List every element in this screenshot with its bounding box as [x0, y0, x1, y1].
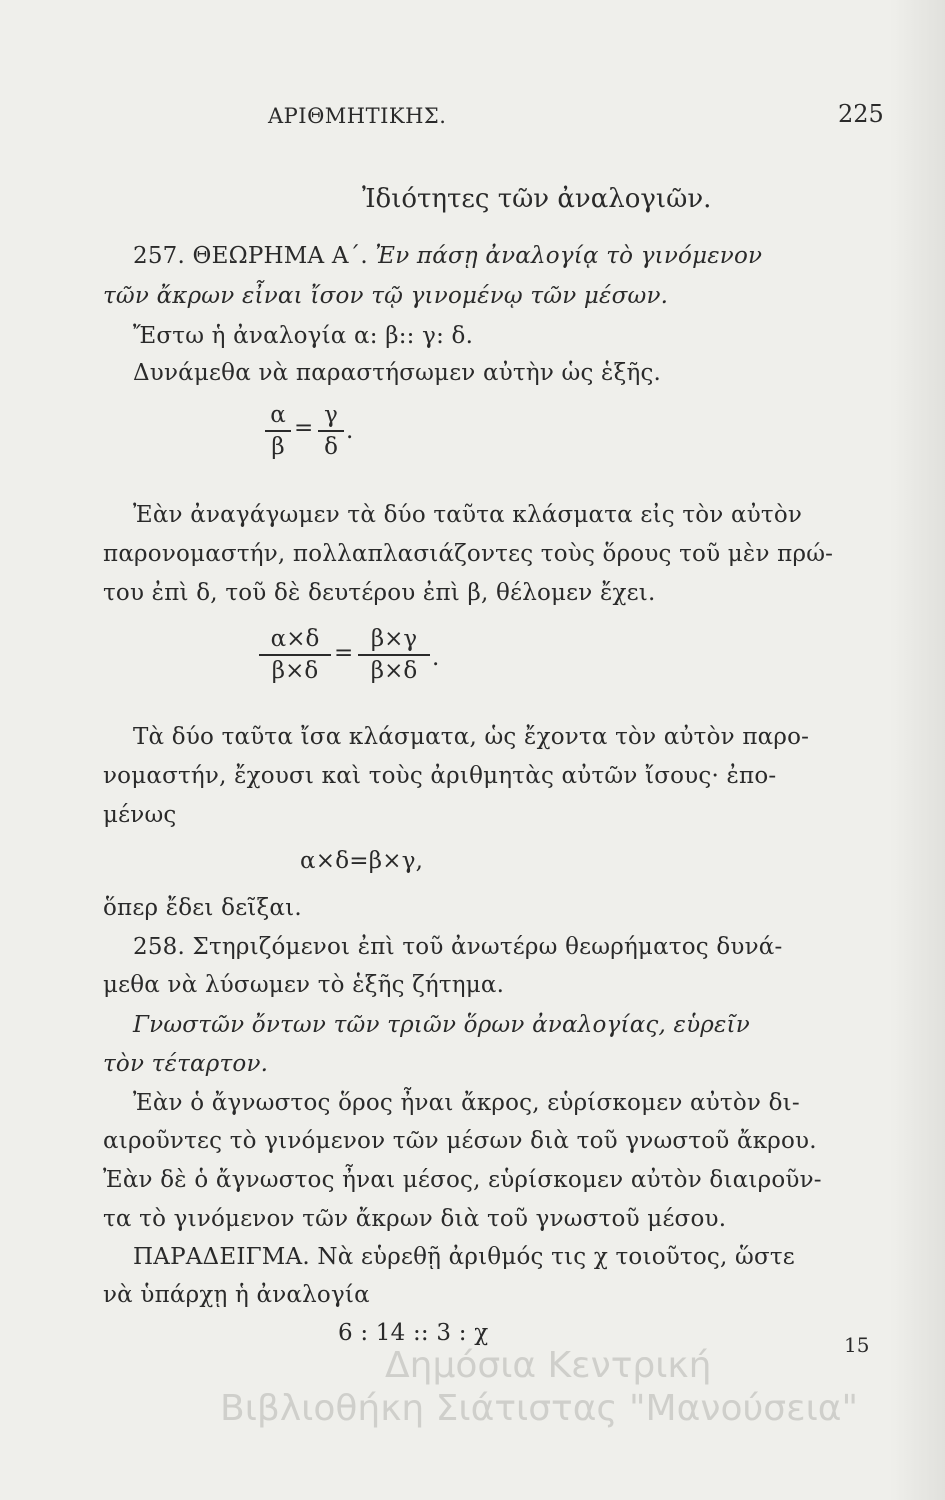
formula-end: . [346, 418, 354, 444]
fraction-right [358, 626, 430, 684]
fraction-bar [265, 430, 291, 432]
theorem-number: 257. ΘΕΩΡΗΜΑ Α΄. [133, 243, 368, 269]
text-line: Ἔστω ἡ ἀναλογία α: β:: γ: δ. [133, 323, 474, 349]
section-title: Ἰδιότητες τῶν ἀναλογιῶν. [362, 184, 712, 214]
example-heading: ΠΑΡΑΔΕΙΓΜΑ. Νὰ εὑρεθῇ ἀριθμός τις χ τοιοῦτος, ὥστε [133, 1244, 795, 1270]
problem-statement: Γνωστῶν ὄντων τῶν τριῶν ὅρων ἀναλογίας, εὑρεῖν [133, 1012, 750, 1038]
library-watermark-line-1: Δημόσια Κεντρική [385, 1345, 712, 1386]
text-line: του ἐπὶ δ, τοῦ δὲ δευτέρου ἐπὶ β, θέλομεν ἔχει. [103, 580, 656, 606]
numerator: γ [324, 402, 338, 428]
fraction-left [265, 402, 291, 460]
fraction-right [318, 402, 344, 460]
running-header: ΑΡΙΘΜΗΤΙΚΗΣ. [268, 104, 447, 128]
text-line: μένως [103, 802, 177, 828]
formula-product: α×δ=β×γ, [300, 848, 424, 874]
denominator: δ [324, 434, 338, 460]
theorem-line-1 [133, 243, 762, 269]
equals-sign: = [334, 640, 354, 666]
signature-mark: 15 [844, 1333, 870, 1357]
fraction-bar [358, 654, 430, 656]
library-watermark-line-2: Βιβλιοθήκη Σιάτιστας "Μανούσεια" [220, 1388, 859, 1429]
denominator: β×δ [370, 658, 418, 684]
denominator: β [271, 434, 285, 460]
problem-statement: τὸν τέταρτον. [103, 1051, 269, 1077]
fraction-left [259, 626, 331, 684]
page-number: 225 [838, 100, 884, 128]
numerator: β×γ [370, 626, 418, 652]
theorem-statement-1: Ἐν πάσῃ ἀναλογίᾳ τὸ γινόμενον [375, 243, 763, 269]
text-line: Δυνάμεθα νὰ παραστήσωμεν αὐτὴν ὡς ἑξῆς. [133, 360, 662, 386]
text-line: 258. Στηριζόμενοι ἐπὶ τοῦ ἀνωτέρω θεωρήματος δυνά- [133, 934, 783, 960]
numerator: α [270, 402, 286, 428]
text-line: ὅπερ ἔδει δεῖξαι. [103, 895, 302, 921]
example-proportion: 6 : 14 :: 3 : χ [338, 1320, 489, 1346]
text-line: νομαστήν, ἔχουσι καὶ τοὺς ἀριθμητὰς αὐτῶν ἴσους· ἐπο- [103, 763, 777, 789]
text-line: Ἐὰν δὲ ὁ ἄγνωστος ἦναι μέσος, εὑρίσκομεν αὐτὸν διαιροῦν- [103, 1167, 822, 1193]
text-line: μεθα νὰ λύσωμεν τὸ ἑξῆς ζήτημα. [103, 972, 505, 998]
numerator: α×δ [270, 626, 320, 652]
equals-sign: = [294, 415, 314, 441]
fraction-bar [318, 430, 344, 432]
denominator: β×δ [271, 658, 319, 684]
theorem-statement-2: τῶν ἄκρων εἶναι ἴσον τῷ γινομένῳ τῶν μέσων. [103, 283, 669, 309]
text-line: Τὰ δύο ταῦτα ἴσα κλάσματα, ὡς ἔχοντα τὸν αὐτὸν παρο- [133, 724, 810, 750]
text-line: Ἐὰν ὁ ἄγνωστος ὅρος ἦναι ἄκρος, εὑρίσκομεν αὐτὸν δι- [133, 1090, 800, 1116]
fraction-bar [259, 654, 331, 656]
text-line: αιροῦντες τὸ γινόμενον τῶν μέσων διὰ τοῦ γνωστοῦ ἄκρου. [103, 1128, 817, 1154]
text-line: παρονομαστήν, πολλαπλασιάζοντες τοὺς ὅρους τοῦ μὲν πρώ- [103, 541, 834, 567]
formula-end: . [432, 645, 440, 671]
text-line: Ἐὰν ἀναγάγωμεν τὰ δύο ταῦτα κλάσματα εἰς τὸν αὐτὸν [133, 502, 803, 528]
text-line: τα τὸ γινόμενον τῶν ἄκρων διὰ τοῦ γνωστοῦ μέσου. [103, 1206, 727, 1232]
text-line: νὰ ὑπάρχῃ ἡ ἀναλογία [103, 1282, 370, 1308]
page-edge-shadow [890, 0, 945, 1500]
